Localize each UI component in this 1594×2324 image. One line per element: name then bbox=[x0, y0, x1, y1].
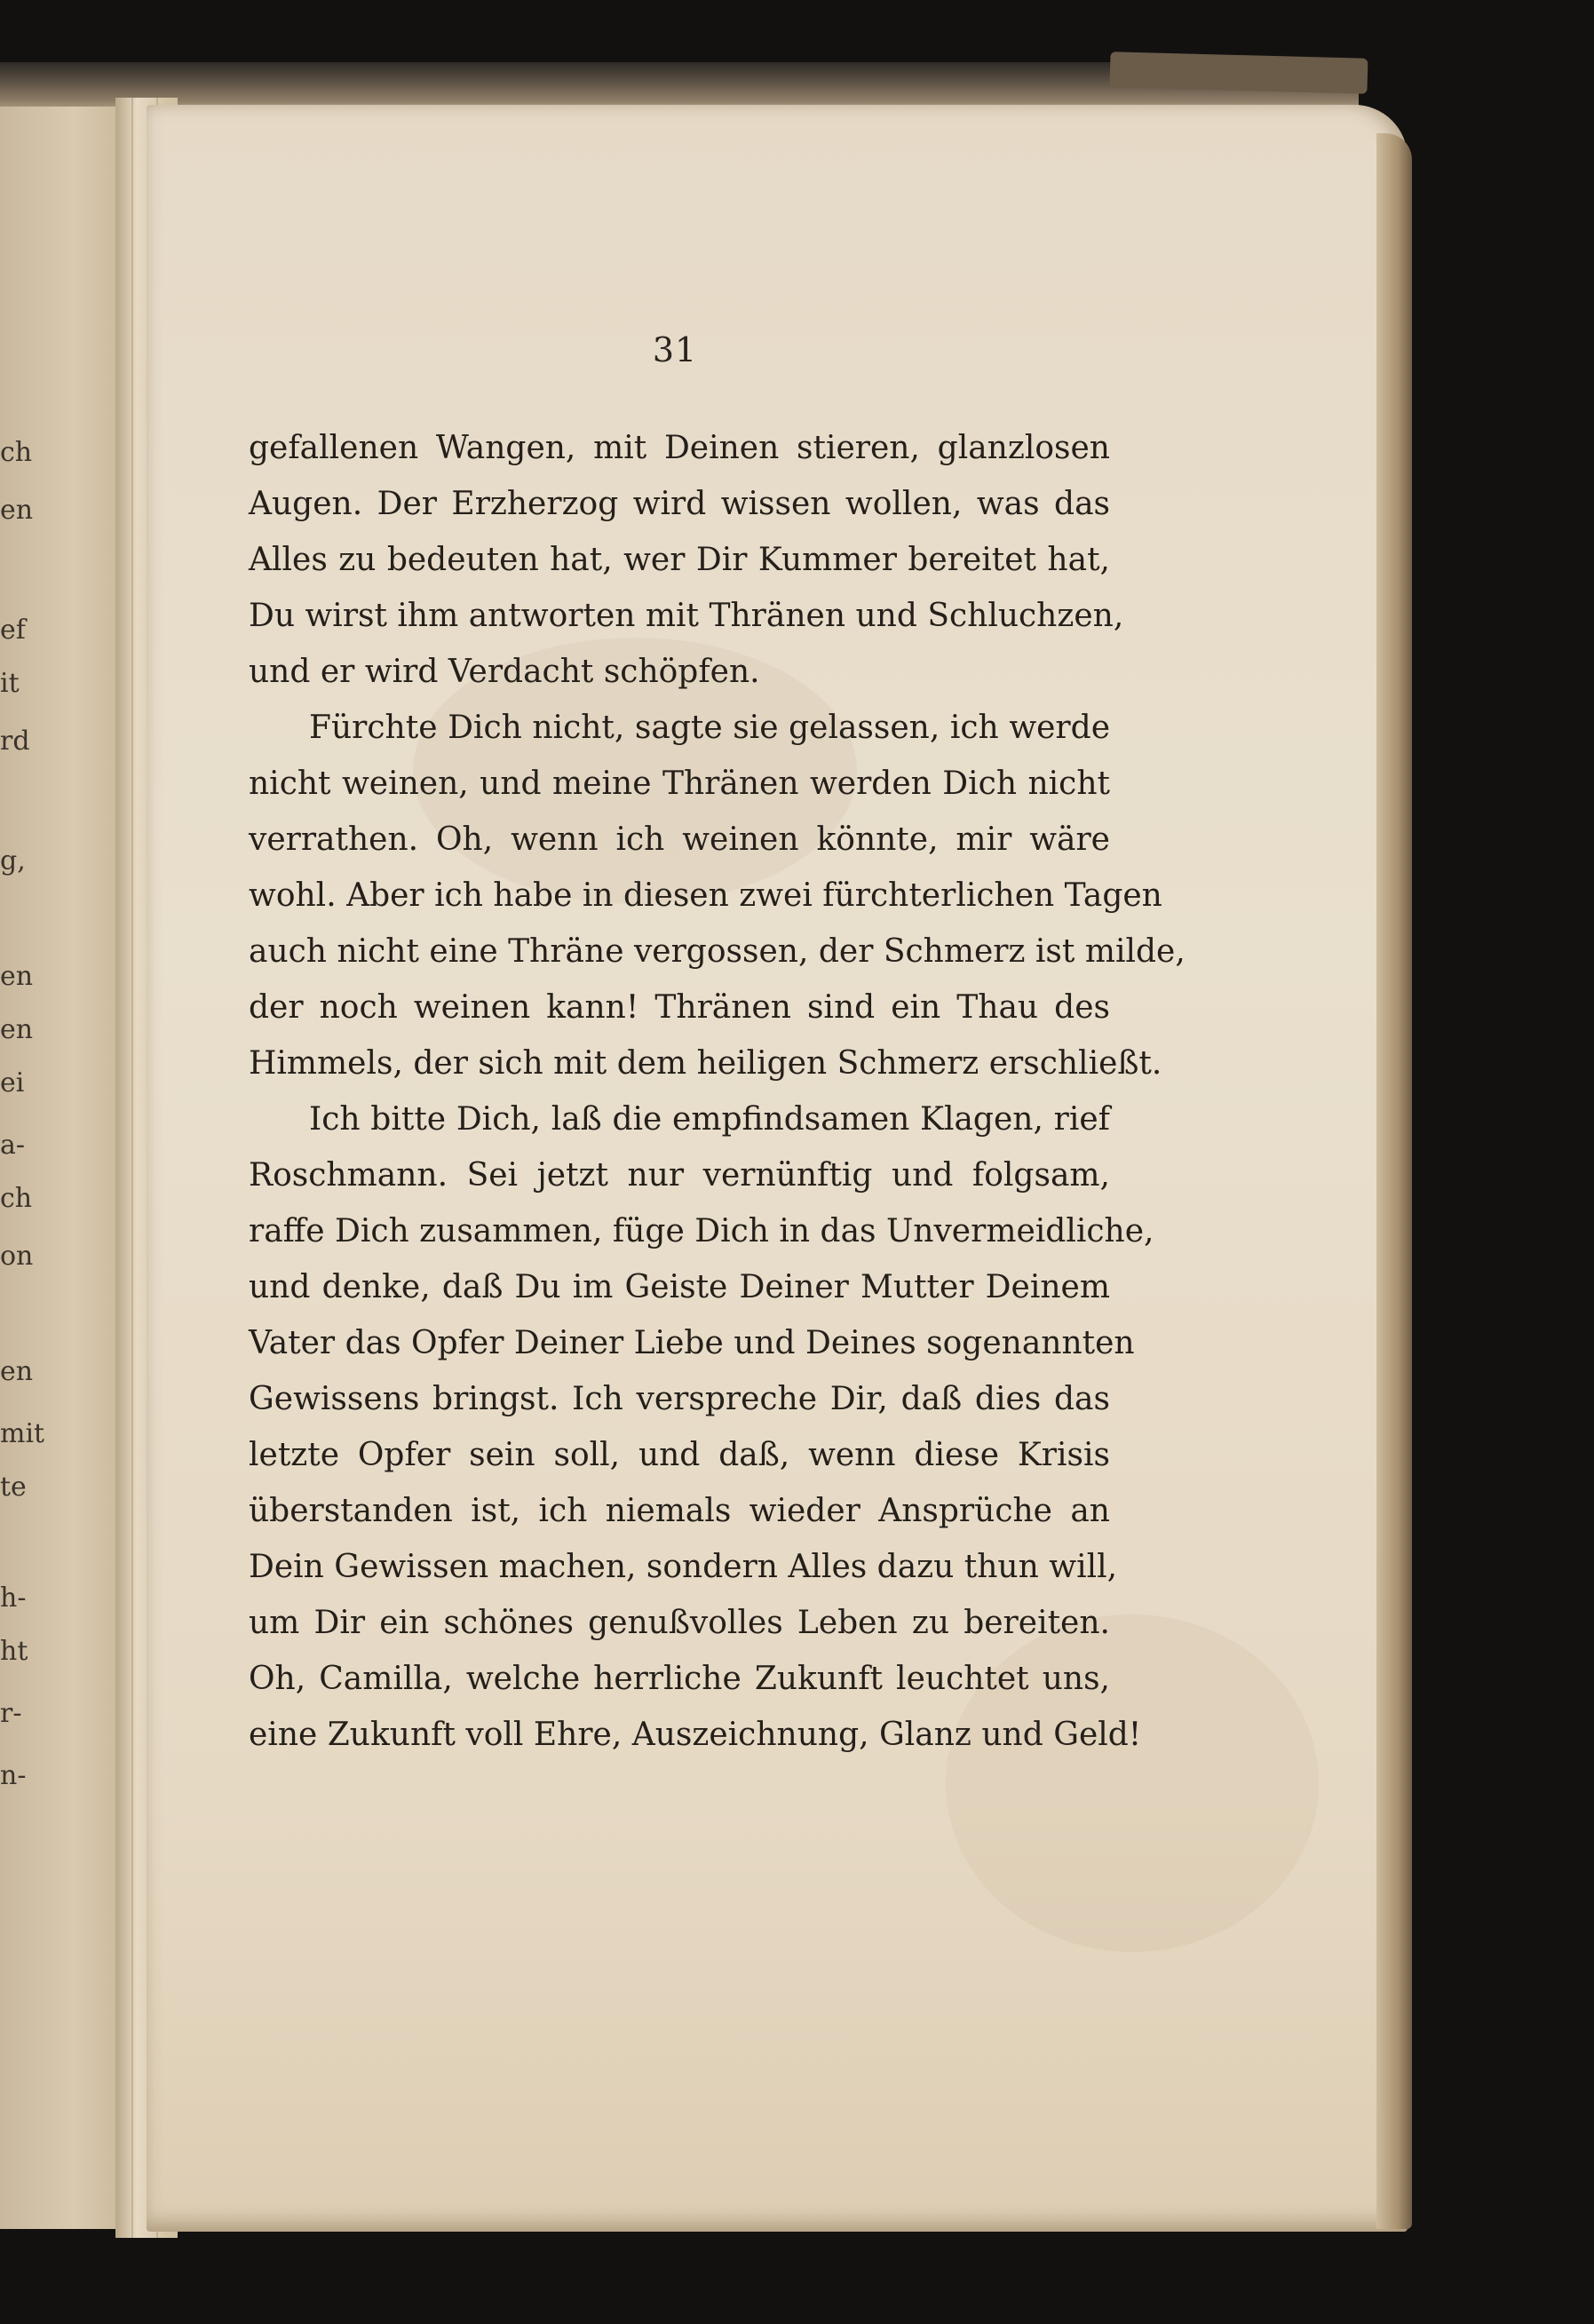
text-line: Du wirst ihm antworten mit Thränen und Schluchzen, bbox=[249, 598, 1124, 634]
left-page-fragment: te bbox=[0, 1471, 27, 1503]
text-line: Ich bitte Dich, laß die empfindsamen Klagen, rief bbox=[309, 1101, 1110, 1138]
left-page-fragment: en bbox=[0, 961, 34, 992]
left-page-fragment: ch bbox=[0, 1183, 33, 1214]
paragraph bbox=[249, 420, 1124, 700]
text-line: Alles zu bedeuten hat, wer Dir Kummer bereitet hat, bbox=[249, 542, 1110, 578]
text-line: letzte Opfer sein soll, und daß, wenn diese Krisis bbox=[249, 1437, 1110, 1473]
left-page-fragment: ef bbox=[0, 615, 26, 646]
left-page-fragment: r- bbox=[0, 1698, 22, 1729]
text-line: raffe Dich zusammen, füge Dich in das Unvermeidliche, bbox=[249, 1213, 1154, 1249]
gutter-line bbox=[131, 98, 133, 2238]
left-page-fragment: ht bbox=[0, 1636, 28, 1667]
text-line: Oh, Camilla, welche herrliche Zukunft leuchtet uns, bbox=[249, 1661, 1110, 1697]
left-page-fragment: n- bbox=[0, 1760, 27, 1791]
left-page-fragment: mit bbox=[0, 1418, 45, 1449]
text-line: auch nicht eine Thräne vergossen, der Schmerz ist milde, bbox=[249, 933, 1186, 970]
left-page bbox=[0, 107, 124, 2229]
text-line: und denke, daß Du im Geiste Deiner Mutter Deinem bbox=[249, 1269, 1110, 1305]
paragraph bbox=[249, 700, 1186, 1091]
left-page-fragment: h- bbox=[0, 1582, 27, 1614]
left-page-fragment: g, bbox=[0, 845, 26, 876]
left-page-text-fragments bbox=[0, 107, 45, 2229]
text-line: der noch weinen kann! Thränen sind ein Thau des bbox=[249, 989, 1110, 1026]
left-page-fragment: en bbox=[0, 1014, 34, 1045]
text-line: gefallenen Wangen, mit Deinen stieren, glanzlosen bbox=[249, 430, 1110, 466]
text-line: und er wird Verdacht schöpfen. bbox=[249, 654, 760, 690]
left-page-fragment: en bbox=[0, 495, 34, 526]
text-line: Vater das Opfer Deiner Liebe und Deines sogenannten bbox=[249, 1325, 1135, 1361]
text-line: überstanden ist, ich niemals wieder Ansprüche an bbox=[249, 1493, 1110, 1529]
left-page-fragment: it bbox=[0, 668, 20, 699]
paragraph bbox=[249, 1091, 1154, 1763]
page-edge-curl bbox=[1376, 133, 1412, 2229]
body-text bbox=[249, 420, 1186, 1763]
text-line: um Dir ein schönes genußvolles Leben zu bereiten. bbox=[249, 1605, 1110, 1641]
page-number: 31 bbox=[652, 330, 698, 369]
text-line: nicht weinen, und meine Thränen werden Dich nicht bbox=[249, 765, 1110, 802]
text-line: eine Zukunft voll Ehre, Auszeichnung, Glanz und Geld! bbox=[249, 1717, 1142, 1753]
left-page-fragment: rd bbox=[0, 726, 30, 757]
torn-spine-cover bbox=[1110, 52, 1368, 94]
left-page-fragment: ei bbox=[0, 1067, 25, 1099]
text-line: Roschmann. Sei jetzt nur vernünftig und folgsam, bbox=[249, 1157, 1110, 1194]
left-page-fragment: on bbox=[0, 1241, 34, 1272]
text-line: Dein Gewissen machen, sondern Alles dazu thun will, bbox=[249, 1549, 1118, 1585]
left-page-fragment: en bbox=[0, 1356, 34, 1387]
text-line: wohl. Aber ich habe in diesen zwei fürchterlichen Tagen bbox=[249, 877, 1162, 914]
left-page-fragment: ch bbox=[0, 437, 33, 468]
text-line: verrathen. Oh, wenn ich weinen könnte, mir wäre bbox=[249, 821, 1110, 858]
text-line: Gewissens bringst. Ich verspreche Dir, daß dies das bbox=[249, 1381, 1110, 1417]
left-page-fragment: a- bbox=[0, 1130, 26, 1161]
text-line: Augen. Der Erzherzog wird wissen wollen, was das bbox=[249, 486, 1110, 522]
text-line: Himmels, der sich mit dem heiligen Schmerz erschließt. bbox=[249, 1045, 1162, 1082]
text-line: Fürchte Dich nicht, sagte sie gelassen, ich werde bbox=[309, 710, 1110, 746]
